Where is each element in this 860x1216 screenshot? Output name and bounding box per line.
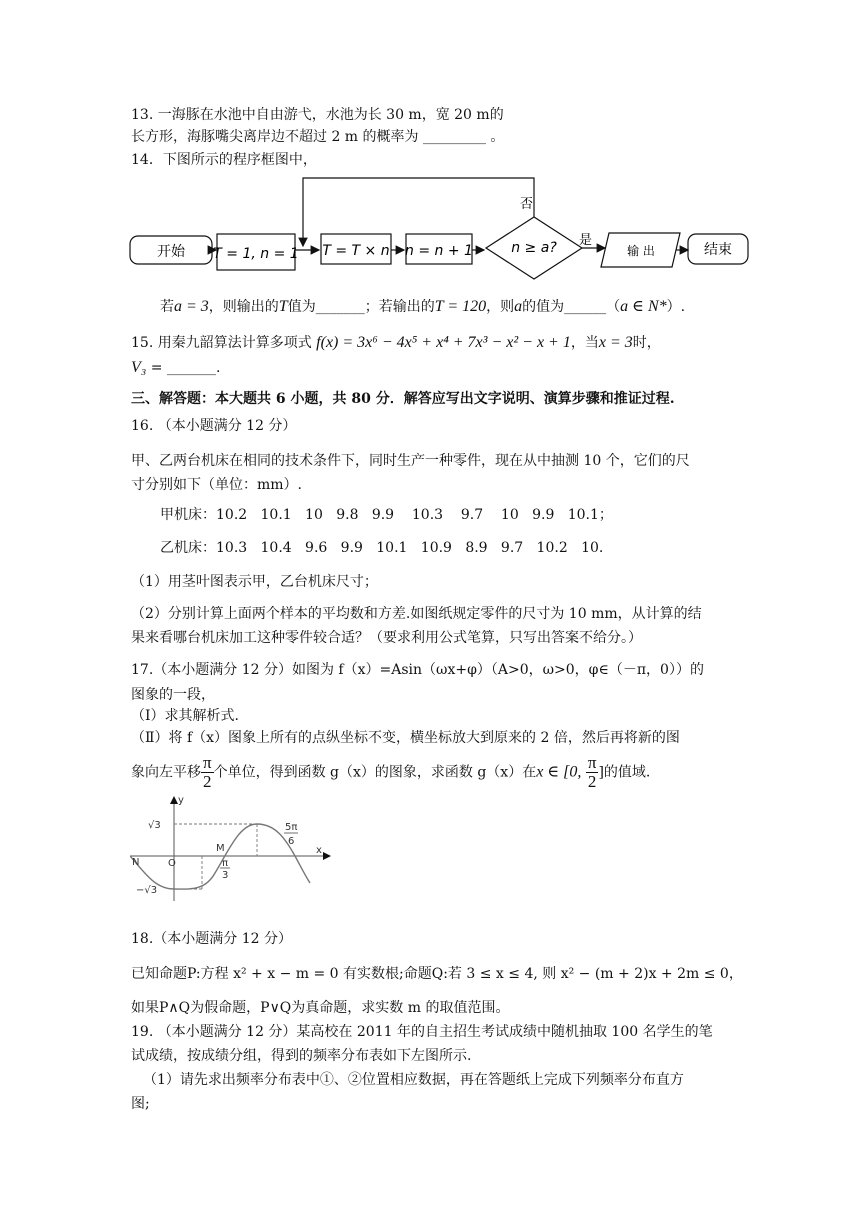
q16-s2b: 果来看哪台机床加工这种零件较合适？（要求利用公式笔算，只写出答案不给分。）: [131, 630, 642, 646]
q17-l3: （Ⅰ）求其解析式.: [131, 708, 239, 724]
graph-5pi6-num: 5π: [285, 822, 298, 833]
flow-incr-label: n = n + 1: [405, 243, 473, 259]
q16-p1: 甲、乙两台机床在相同的技术条件下，同时生产一种零件，现在从中抽测 10 个，它们的尺: [131, 453, 690, 469]
q14-title: 14．下图所示的程序框图中，: [131, 152, 317, 168]
q16-s1: （1）用茎叶图表示甲，乙台机床尺寸；: [131, 574, 378, 590]
q19-l2: 试成绩，按成绩分组，得到的频率分布表如下左图所示.: [131, 1048, 472, 1064]
q16-head: 16. （本小题满分 12 分）: [131, 418, 297, 434]
q15-line1: 15. 用秦九韶算法计算多项式 f(x) = 3x⁶ − 4x⁵ + x⁴ + 7x³ − x² − x + 1，当x = 3时，: [131, 334, 661, 351]
q19-l1: 19. （本小题满分 12 分）某高校在 2011 年的自主招生考试成绩中随机抽取 100 名学生的笔: [131, 1024, 713, 1040]
flow-yes-label: 是: [579, 233, 593, 248]
q16-s2a: （2）分别计算上面两个样本的平均数和方差.如图纸规定零件的尺寸为 10 mm，从计算的结: [131, 606, 702, 622]
q19-l4: 图;: [131, 1096, 150, 1112]
q14-question: 若a = 3，则输出的T值为_______；若输出的T = 120，则a的值为______（a ∈ N*）.: [160, 298, 686, 315]
q16-jia: 甲机床：10.2 10.1 10 9.8 9.9 10.3 9.7 10 9.9 10.1；: [160, 507, 613, 523]
flow-mult-label: T = T × n: [322, 243, 390, 259]
graph-m-label: M: [216, 843, 225, 854]
graph-y-label: y: [178, 795, 184, 806]
q19-l3: （1）请先求出频率分布表中①、②位置相应数据，再在答题纸上完成下列频率分布直方: [143, 1072, 684, 1088]
flow-end-label: 结束: [704, 242, 732, 258]
flow-init-label: T = 1, n = 1: [213, 246, 299, 262]
q17-l2: 图象的一段，: [131, 687, 215, 703]
q16-p2: 寸分别如下（单位：mm）.: [131, 477, 303, 493]
q17-l5: 象向左平移 $\frac{\pi}{2}$ 个单位，得到函数 g（x）的图象，求函数 g（x）在x ∈ [0, $\frac{\pi}{2}$ ]的值域.: [131, 753, 651, 791]
graph-neg-sqrt3-label: −√3: [136, 885, 158, 896]
q13-line2: 长方形，海豚嘴尖离岸边不超过 2 m 的概率为 _________ 。: [131, 129, 505, 145]
flow-no-label: 否: [520, 197, 534, 212]
q17-l4: （Ⅱ）将 f（x）图象上所有的点纵坐标不变，横坐标放大到原来的 2 倍，然后再将新的图: [131, 730, 680, 746]
graph-x-label: x: [316, 845, 322, 856]
flow-cond-label: n ≥ a?: [511, 240, 557, 256]
graph-origin-label: O: [168, 858, 176, 869]
q15-line2: V₃ = _______.: [131, 359, 221, 376]
sine-curve: [130, 824, 310, 889]
q18-l2: 如果P∧Q为假命题，P∨Q为真命题，求实数 m 的取值范围。: [131, 1000, 510, 1016]
graph-sqrt3-label: √3: [148, 820, 161, 831]
flowchart: [125, 170, 755, 280]
graph-n-label: N: [132, 857, 140, 868]
flow-start-label: 开始: [157, 244, 185, 260]
graph-pi3-num: π: [222, 858, 229, 869]
q18-head: 18.（本小题满分 12 分）: [131, 931, 292, 947]
q13-line1: 13. 一海豚在水池中自由游弋，水池为长 30 m，宽 20 m的: [131, 107, 504, 123]
graph-pi3-den: 3: [222, 870, 229, 881]
section3-heading: 三、解答题：本大题共 6 小题，共 80 分．解答应写出文字说明、演算步骤和推证过程.: [131, 391, 675, 407]
q17-l1: 17.（本小题满分 12 分）如图为 f（x）=Asin（ωx+φ）（A>0，ω>0，φ∈（－π，0））的: [131, 662, 704, 678]
q16-yi: 乙机床：10.3 10.4 9.6 9.9 10.1 10.9 8.9 9.7 10.2 10.: [160, 540, 604, 556]
graph-5pi6-den: 6: [288, 836, 295, 847]
q18-l1: 已知命题P:方程 x² + x − m = 0 有实数根;命题Q:若 3 ≤ x ≤ 4, 则 x² − (m + 2)x + 2m ≤ 0，: [131, 966, 743, 982]
sine-graph: [130, 793, 335, 903]
flow-output-label: 输 出: [627, 244, 655, 258]
